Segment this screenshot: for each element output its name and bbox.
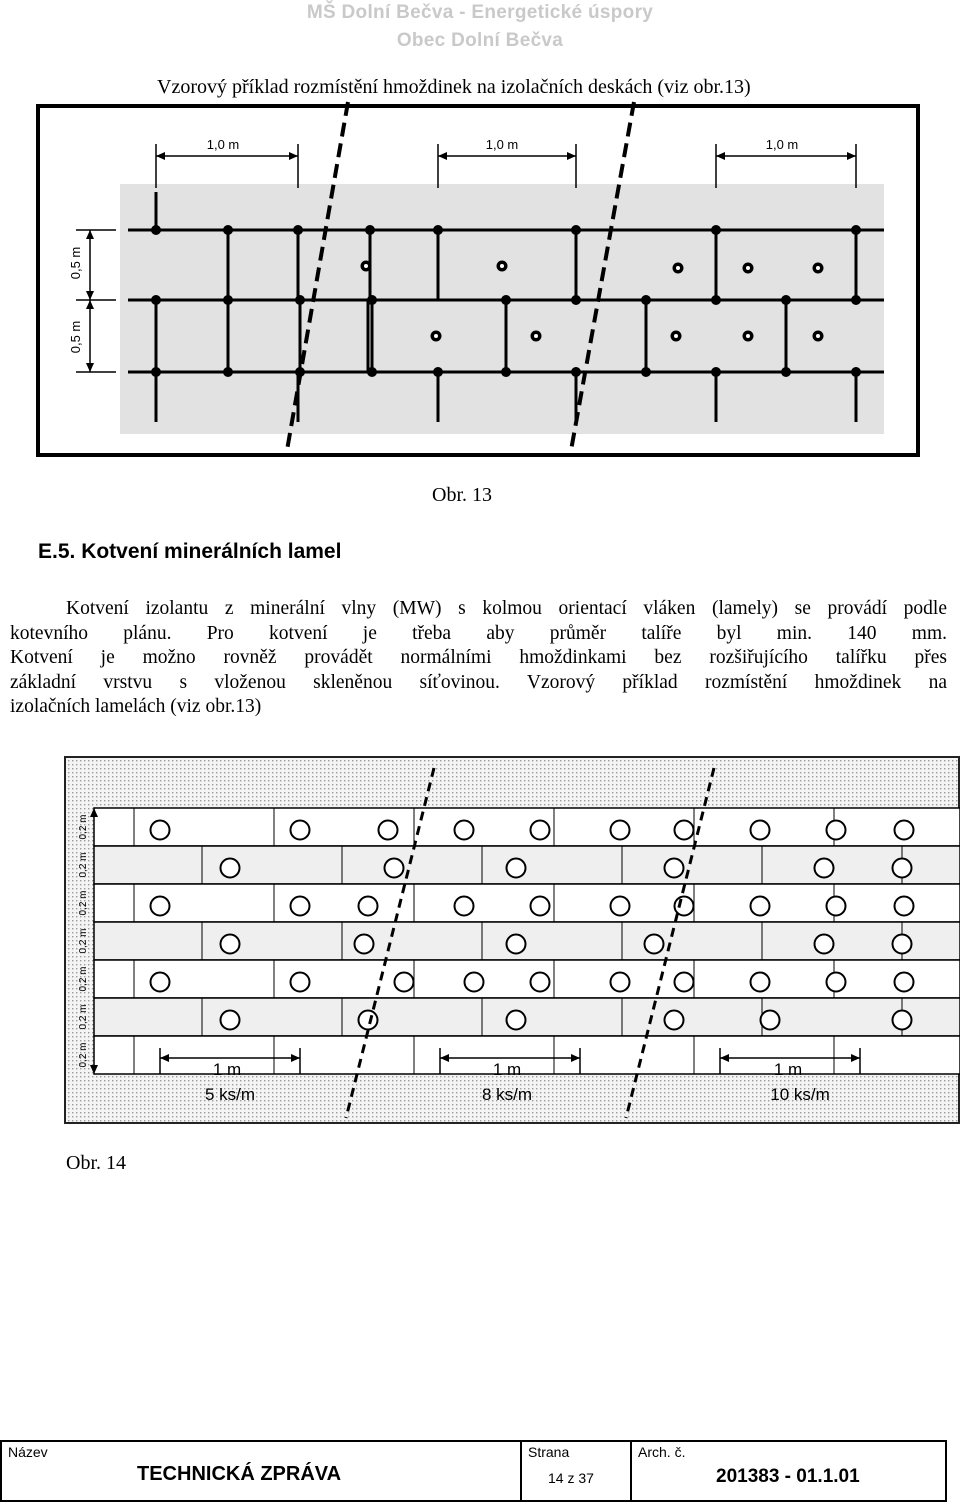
anchor-circle bbox=[815, 859, 834, 878]
anchor-circle bbox=[827, 973, 846, 992]
anchor-dot-center bbox=[674, 334, 678, 338]
paragraph-line: základní vrstvu s vloženou skleněnou síťovinou. Vzorový příklad rozmístění hmoždinek na bbox=[10, 671, 947, 693]
row-height-label: 0,2 m bbox=[78, 852, 89, 878]
anchor-circle bbox=[455, 897, 474, 916]
anchor-circle bbox=[665, 1011, 684, 1030]
paragraph-line: Kotvení je možno rovněž provádět normálními hmoždinkami bez rozšiřujícího talířku přes bbox=[10, 647, 947, 669]
anchor-circle bbox=[815, 935, 834, 954]
footer-title-block bbox=[0, 1440, 947, 1502]
anchor-circle bbox=[531, 973, 550, 992]
paragraph-line: kotevního plánu. Pro kotvení je třeba aby průměr talíře byl min. 140 mm. bbox=[10, 622, 947, 644]
anchor-dot bbox=[641, 295, 651, 305]
anchor-dot bbox=[151, 295, 161, 305]
anchor-circle bbox=[507, 859, 526, 878]
anchor-dot bbox=[501, 295, 511, 305]
paragraph-line: Kotvení izolantu z minerální vlny (MW) s kolmou orientací vláken (lamely) se provádí podle bbox=[66, 598, 947, 619]
anchor-circle bbox=[507, 1011, 526, 1030]
dim-label: 1,0 m bbox=[485, 137, 519, 152]
anchor-dot-center bbox=[746, 334, 750, 338]
figure-13-board-anchor-diagram bbox=[36, 100, 920, 458]
anchor-dot-center bbox=[434, 334, 438, 338]
header-client: Obec Dolní Bečva bbox=[396, 30, 564, 51]
anchor-circle bbox=[291, 973, 310, 992]
figure-13-caption: Obr. 13 bbox=[432, 484, 492, 506]
anchor-circle bbox=[665, 859, 684, 878]
dim-label: 1 m bbox=[773, 1060, 803, 1079]
vdim-label: 0,5 m bbox=[68, 320, 83, 354]
anchor-circle bbox=[611, 973, 630, 992]
anchor-dot bbox=[781, 295, 791, 305]
rate-label: 10 ks/m bbox=[770, 1085, 830, 1104]
anchor-circle bbox=[455, 821, 474, 840]
anchor-dot bbox=[433, 367, 443, 377]
footer-page-value: 14 z 37 bbox=[548, 1470, 594, 1486]
anchor-dot bbox=[151, 367, 161, 377]
anchor-circle bbox=[895, 897, 914, 916]
row-height-label: 0,2 m bbox=[78, 1042, 89, 1068]
section-paragraph bbox=[10, 597, 947, 720]
anchor-dot bbox=[223, 367, 233, 377]
anchor-dot bbox=[851, 367, 861, 377]
dim-label: 1 m bbox=[212, 1060, 242, 1079]
anchor-circle bbox=[675, 973, 694, 992]
anchor-dot-center bbox=[746, 266, 750, 270]
anchor-dot bbox=[571, 295, 581, 305]
anchor-dot bbox=[365, 225, 375, 235]
anchor-dot-center bbox=[816, 334, 820, 338]
anchor-dot bbox=[571, 225, 581, 235]
anchor-circle bbox=[359, 1011, 378, 1030]
figure-13-title: Vzorový příklad rozmístění hmoždinek na izolačních deskách (viz obr.13) bbox=[157, 76, 751, 98]
anchor-circle bbox=[751, 821, 770, 840]
anchor-dot bbox=[295, 295, 305, 305]
header-project-title: MŠ Dolní Bečva - Energetické úspory bbox=[306, 2, 654, 23]
anchor-circle bbox=[645, 935, 664, 954]
footer-page-label: Strana bbox=[528, 1444, 570, 1460]
section-heading: E.5. Kotvení minerálních lamel bbox=[38, 540, 342, 563]
dim-label: 1,0 m bbox=[765, 137, 799, 152]
anchor-dot-center bbox=[364, 264, 368, 268]
row-height-label: 0,2 m bbox=[78, 1004, 89, 1030]
paragraph-line: izolačních lamelách (viz obr.13) bbox=[10, 696, 262, 718]
anchor-circle bbox=[895, 973, 914, 992]
anchor-circle bbox=[507, 935, 526, 954]
anchor-circle bbox=[895, 821, 914, 840]
anchor-circle bbox=[221, 1011, 240, 1030]
anchor-circle bbox=[751, 897, 770, 916]
row-height-label: 0,2 m bbox=[78, 928, 89, 954]
anchor-circle bbox=[761, 1011, 780, 1030]
rate-label: 8 ks/m bbox=[481, 1085, 533, 1104]
anchor-dot bbox=[781, 367, 791, 377]
anchor-dot bbox=[711, 225, 721, 235]
footer-page-cell bbox=[520, 1442, 630, 1500]
anchor-dot bbox=[433, 225, 443, 235]
anchor-circle bbox=[893, 859, 912, 878]
anchor-circle bbox=[675, 897, 694, 916]
dim-label: 1,0 m bbox=[206, 137, 240, 152]
rate-label: 5 ks/m bbox=[204, 1085, 256, 1104]
anchor-circle bbox=[751, 973, 770, 992]
anchor-dot bbox=[367, 295, 377, 305]
anchor-dot bbox=[151, 225, 161, 235]
anchor-circle bbox=[465, 973, 484, 992]
footer-archive-cell bbox=[630, 1442, 947, 1500]
anchor-circle bbox=[827, 821, 846, 840]
anchor-dot bbox=[851, 295, 861, 305]
anchor-circle bbox=[893, 935, 912, 954]
footer-archive-label: Arch. č. bbox=[638, 1444, 686, 1460]
anchor-circle bbox=[291, 897, 310, 916]
anchor-circle bbox=[893, 1011, 912, 1030]
anchor-dot bbox=[711, 295, 721, 305]
anchor-circle bbox=[291, 821, 310, 840]
anchor-dot-center bbox=[816, 266, 820, 270]
anchor-circle bbox=[151, 821, 170, 840]
anchor-circle bbox=[221, 859, 240, 878]
anchor-circle bbox=[151, 973, 170, 992]
anchor-circle bbox=[611, 897, 630, 916]
anchor-dot bbox=[501, 367, 511, 377]
vdim-label: 0,5 m bbox=[68, 246, 83, 280]
anchor-circle bbox=[221, 935, 240, 954]
anchor-circle bbox=[611, 821, 630, 840]
anchor-dot-center bbox=[534, 334, 538, 338]
anchor-dot bbox=[367, 367, 377, 377]
anchor-circle bbox=[531, 821, 550, 840]
anchor-dot bbox=[711, 367, 721, 377]
anchor-circle bbox=[359, 897, 378, 916]
anchor-circle bbox=[531, 897, 550, 916]
row-height-label: 0,2 m bbox=[78, 966, 89, 992]
figure-14-caption: Obr. 14 bbox=[66, 1152, 126, 1174]
row-height-label: 0,2 m bbox=[78, 814, 89, 840]
row-height-label: 0,2 m bbox=[78, 890, 89, 916]
anchor-dot bbox=[641, 367, 651, 377]
figure-14-lamella-anchor-diagram bbox=[64, 756, 960, 1126]
anchor-circle bbox=[827, 897, 846, 916]
anchor-circle bbox=[379, 821, 398, 840]
anchor-circle bbox=[385, 859, 404, 878]
anchor-dot bbox=[851, 225, 861, 235]
anchor-circle bbox=[395, 973, 414, 992]
anchor-dot bbox=[571, 367, 581, 377]
anchor-dot bbox=[223, 295, 233, 305]
footer-name-label: Název bbox=[8, 1444, 48, 1460]
dim-label: 1 m bbox=[492, 1060, 522, 1079]
footer-archive-value: 201383 - 01.1.01 bbox=[716, 1466, 860, 1487]
anchor-circle bbox=[355, 935, 374, 954]
anchor-circle bbox=[151, 897, 170, 916]
anchor-dot-center bbox=[500, 264, 504, 268]
anchor-dot bbox=[293, 225, 303, 235]
anchor-dot-center bbox=[676, 266, 680, 270]
anchor-circle bbox=[675, 821, 694, 840]
footer-name-value: TECHNICKÁ ZPRÁVA bbox=[137, 1463, 342, 1485]
anchor-dot bbox=[223, 225, 233, 235]
